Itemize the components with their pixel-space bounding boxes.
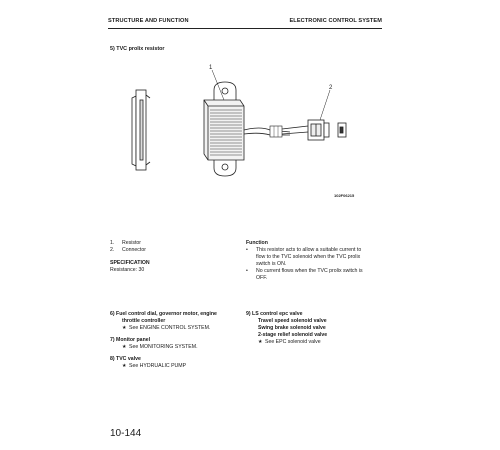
- callout-2-leader: [320, 90, 330, 120]
- figure-code: 102F06215: [334, 193, 355, 198]
- section-7-title: 7) Monitor panel: [110, 337, 151, 343]
- specification-value: Resistance: 30: [110, 267, 145, 273]
- function-heading: Function: [246, 240, 268, 246]
- section-8-ref: ★ See HYDRUALIC PUMP: [122, 363, 187, 369]
- page-header: [108, 18, 382, 28]
- section-6-ref: ★ See ENGINE CONTROL SYSTEM.: [122, 325, 211, 331]
- resistor-bottom-flange: [214, 158, 236, 176]
- header-section-title: STRUCTURE AND FUNCTION: [108, 18, 189, 24]
- page-number: 10-144: [110, 428, 142, 439]
- callout-1: 1: [209, 65, 213, 71]
- resistor-wires: [244, 126, 308, 137]
- star-icon: ★: [122, 325, 127, 331]
- section-9-title-cont: 2-stage relief solenoid valve: [258, 332, 328, 338]
- section-5-title: 5) TVC prolix resistor: [110, 46, 165, 52]
- callout-2: 2: [329, 85, 333, 91]
- star-icon: ★: [258, 339, 263, 345]
- section-8: [110, 356, 240, 370]
- section-9-title-cont: Swing brake solenoid valve: [258, 325, 326, 331]
- section-8-title: 8) TVC valve: [110, 356, 141, 362]
- specification-heading: SPECIFICATION: [110, 260, 150, 266]
- resistor-top-flange: [214, 82, 236, 100]
- function-bullet: • No current flows when the TVC prolix switch is OFF.: [246, 268, 363, 281]
- star-icon: ★: [122, 363, 127, 369]
- header-chapter-title: ELECTRONIC CONTROL SYSTEM: [289, 18, 382, 24]
- part-item: 2. Connector: [110, 247, 146, 253]
- part-item: 1. Resistor: [110, 240, 142, 246]
- star-icon: ★: [122, 344, 127, 350]
- function-bullet: • This resistor acts to allow a suitable current to flow to the TVC solenoid when the TVC prolix switch is ON.: [246, 247, 362, 267]
- header-rule: [108, 28, 382, 29]
- section-7-ref: ★ See MONITORING SYSTEM.: [122, 344, 198, 350]
- section-9-title-cont: Travel speed solenoid valve: [258, 318, 327, 324]
- section-6: [110, 311, 240, 332]
- section-9-title: 9) LS control epc valve: [246, 311, 303, 317]
- resistor-body: [204, 100, 244, 160]
- section-9: [246, 311, 376, 346]
- section-9-ref: ★ See EPC solenoid valve: [258, 339, 321, 345]
- section-7: [110, 337, 240, 351]
- connector: [308, 120, 346, 140]
- section-6-title: 6) Fuel control dial, governor motor, engine: [110, 311, 217, 317]
- section-6-title-cont: throttle controller: [122, 318, 166, 324]
- function-block: [246, 240, 376, 282]
- tvc-prolix-resistor-figure: [120, 60, 370, 200]
- parts-list: [110, 240, 230, 274]
- resistor-side-view: [132, 90, 150, 170]
